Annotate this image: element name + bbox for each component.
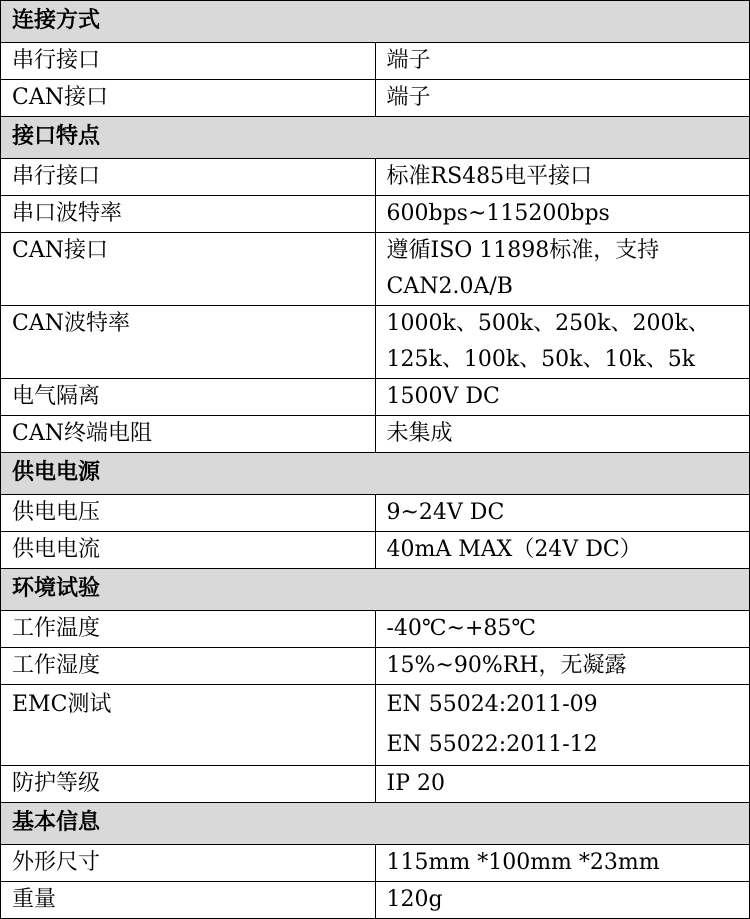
section-title: 接口特点 (1, 117, 750, 159)
spec-value: 120g (375, 882, 750, 919)
table-row (1, 416, 750, 453)
table-row (1, 766, 750, 803)
table-row (1, 306, 750, 379)
spec-label: 供电电流 (1, 532, 376, 569)
table-row (1, 685, 750, 766)
spec-label: 工作湿度 (1, 648, 376, 685)
spec-label: 供电电压 (1, 495, 376, 532)
table-row (1, 532, 750, 569)
spec-value: 600bps~115200bps (375, 196, 750, 233)
spec-label: CAN接口 (1, 80, 376, 117)
spec-value: 未集成 (375, 416, 750, 453)
spec-label: EMC测试 (1, 685, 376, 766)
section-header-basic-info (1, 803, 750, 845)
spec-value (375, 685, 750, 766)
spec-value: 1500V DC (375, 379, 750, 416)
spec-label: CAN终端电阻 (1, 416, 376, 453)
section-header-interface (1, 117, 750, 159)
spec-label: 串口波特率 (1, 196, 376, 233)
spec-value: 15%~90%RH，无凝露 (375, 648, 750, 685)
table-row (1, 196, 750, 233)
spec-value-line: EN 55024:2011-09 (386, 692, 598, 717)
table-row (1, 495, 750, 532)
table-row (1, 80, 750, 117)
spec-label: 工作温度 (1, 611, 376, 648)
spec-label: 电气隔离 (1, 379, 376, 416)
spec-label: CAN波特率 (1, 306, 376, 379)
spec-value-line: EN 55022:2011-12 (386, 732, 598, 757)
section-title: 环境试验 (1, 569, 750, 611)
table-row (1, 882, 750, 919)
section-title: 基本信息 (1, 803, 750, 845)
section-header-power (1, 453, 750, 495)
spec-label: CAN接口 (1, 233, 376, 306)
spec-value: 标准RS485电平接口 (375, 159, 750, 196)
spec-value: 115mm *100mm *23mm (375, 845, 750, 882)
spec-value: 1000k、500k、250k、200k、125k、100k、50k、10k、5k (375, 306, 750, 379)
table-row (1, 379, 750, 416)
spec-label: 串行接口 (1, 43, 376, 80)
table-row (1, 611, 750, 648)
spec-label: 防护等级 (1, 766, 376, 803)
spec-label: 串行接口 (1, 159, 376, 196)
table-row (1, 648, 750, 685)
spec-value: 遵循ISO 11898标准，支持CAN2.0A/B (375, 233, 750, 306)
spec-value: 端子 (375, 43, 750, 80)
section-header-environment (1, 569, 750, 611)
table-row (1, 845, 750, 882)
spec-value: IP 20 (375, 766, 750, 803)
spec-label: 重量 (1, 882, 376, 919)
spec-label: 外形尺寸 (1, 845, 376, 882)
spec-value: 9~24V DC (375, 495, 750, 532)
spec-value: -40℃~+85℃ (375, 611, 750, 648)
table-row (1, 43, 750, 80)
spec-value: 40mA MAX（24V DC） (375, 532, 750, 569)
section-title: 供电电源 (1, 453, 750, 495)
spec-value: 端子 (375, 80, 750, 117)
section-header-connection (1, 1, 750, 43)
table-row (1, 233, 750, 306)
table-row (1, 159, 750, 196)
section-title: 连接方式 (1, 1, 750, 43)
